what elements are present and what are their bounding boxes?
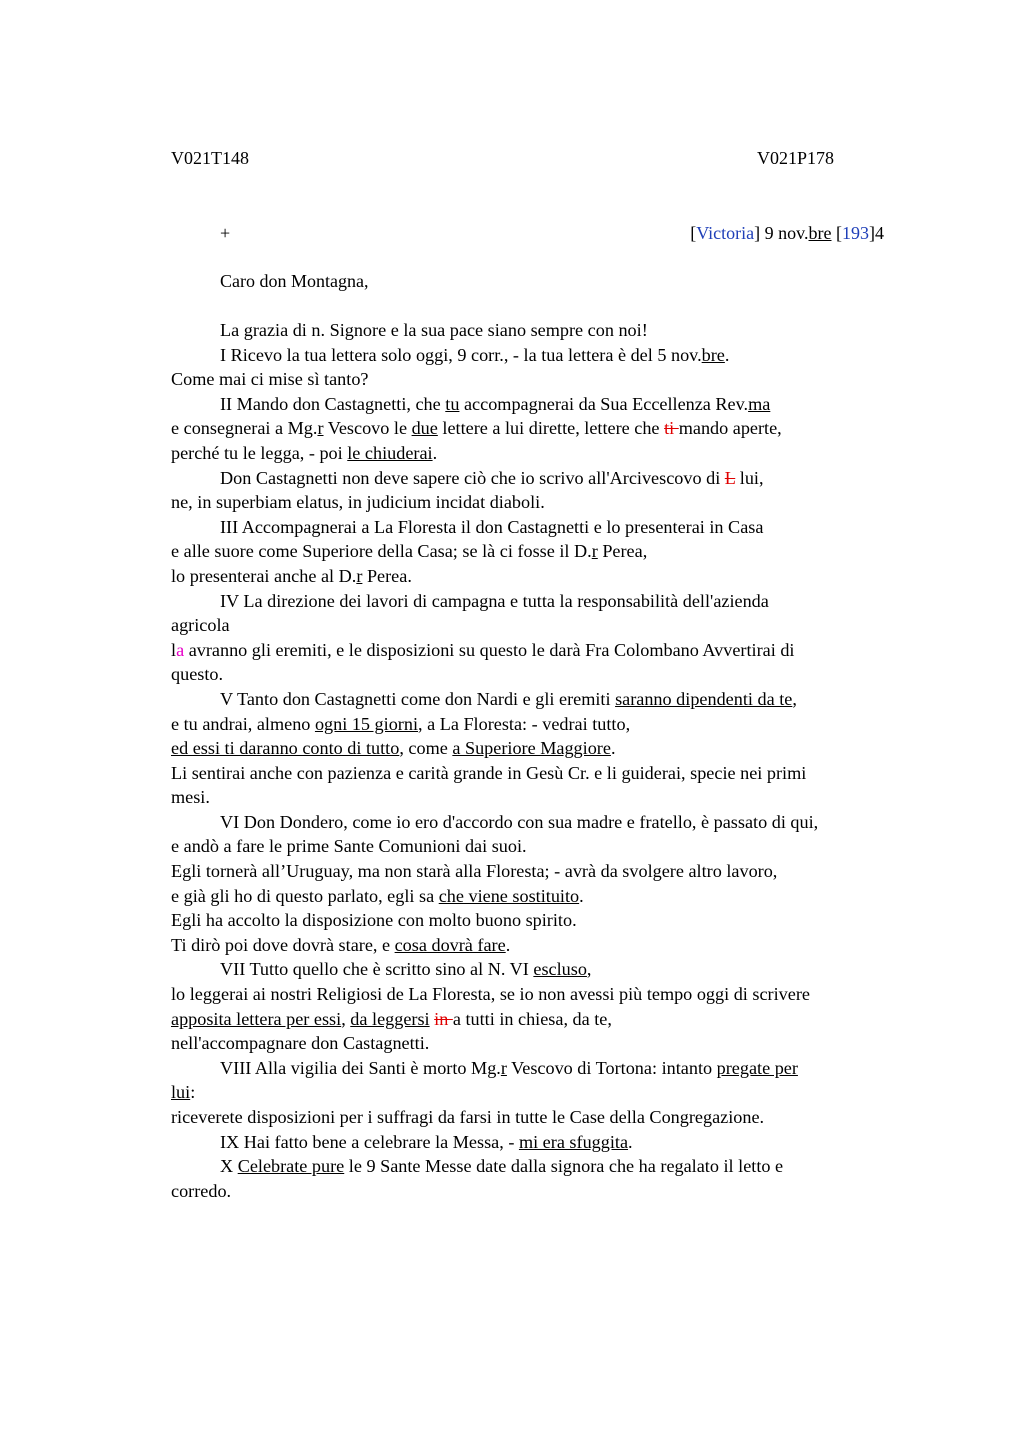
text-line [171,785,911,810]
underlined-text: ed essi ti daranno conto di tutto [171,738,400,759]
text-segment: lo leggerai ai nostri Religiosi de La Floresta, se io non avessi più tempo oggi di scrivere [171,984,810,1005]
struck-text: L [724,467,736,488]
text-line [171,834,911,859]
text-segment: X [220,1156,238,1177]
text-segment: Vescovo le [323,418,412,439]
text-segment: Li sentirai anche con pazienza e carità grande in Gesù Cr. e li guiderai, specie nei primi [171,762,807,783]
underlined-text: a Superiore Maggiore [452,738,611,759]
year-prefix: 193 [842,223,869,243]
text-segment: . [724,344,730,365]
text-line [171,1031,911,1056]
bracket: [ [690,223,697,243]
document-id-right: V021P178 [757,148,835,168]
text-segment: lo presenterai anche al D. [171,565,357,586]
text-line [171,539,911,564]
text-line [171,736,911,761]
text-line [171,392,911,417]
text-line [171,1056,911,1081]
text-segment: perché tu le legga, - poi [171,442,348,463]
text-segment: Egli tornerà all’Uruguay, ma non starà alla Floresta; - avrà da svolgere altro lavoro, [171,861,778,882]
underlined-text: bre [701,344,725,365]
text-segment: , [586,959,592,980]
text-segment: II Mando don Castagnetti, che [220,393,446,414]
year-last-digit: 4 [875,223,884,243]
text-line [171,1080,911,1105]
text-segment: I Ricevo la tua lettera solo oggi, 9 corr., - la tua lettera è del 5 nov. [220,344,702,365]
text-line [171,318,911,343]
text-line [171,416,911,441]
text-segment: l [171,639,177,660]
text-segment: e tu andrai, almeno [171,713,315,734]
struck-text: ti [664,418,679,439]
text-segment: . [579,885,584,906]
underlined-text: cosa dovrà fare [394,934,506,955]
text-line [171,859,911,884]
text-segment: IV La direzione dei lavori di campagna e tutta la responsabilità dell'azienda [220,590,769,611]
underlined-text: ogni 15 giorni [314,713,418,734]
text-segment: riceverete disposizioni per i suffragi da farsi in tutte le Case della Congregazione. [171,1107,765,1127]
text-segment: nell'accompagnare don Castagnetti. [171,1033,430,1054]
text-segment: Ti dirò poi dove dovrà stare, e [171,934,395,955]
underlined-text: ma [748,393,771,414]
underlined-text: Celebrate pure [237,1156,345,1177]
letter-body [171,318,911,1203]
underlined-text: da leggersi [350,1008,430,1029]
bracket: [ [836,223,842,243]
text-line [171,367,911,392]
text-segment: e alle suore come Superiore della Casa; se là ci fosse il D. [171,541,592,562]
text-segment: corredo. [171,1180,232,1201]
text-segment: questo. [171,664,224,685]
cross-symbol: + [220,223,231,243]
date-day: 9 nov. [760,223,809,243]
document-id-left: V021T148 [171,148,249,168]
text-line [171,761,911,786]
underlined-text: lui [171,1082,191,1103]
text-segment: e già gli ho di questo parlato, egli sa [171,885,439,906]
text-line [171,712,911,737]
text-segment: VIII Alla vigilia dei Santi è morto Mg. [220,1057,501,1078]
date-month-suffix: bre [808,223,832,243]
text-segment: Egli ha accolto la disposizione con molto buono spirito. [171,910,577,931]
text-segment: mesi. [171,787,210,808]
text-segment: mando aperte, [678,418,782,439]
text-segment: . [505,934,511,955]
underlined-text: le chiuderai [347,442,433,463]
text-segment: e consegnerai a Mg. [171,418,318,439]
text-segment: . [432,442,438,463]
underlined-text: r [591,541,598,562]
place-name: Victoria [696,223,755,243]
underlined-text: r [356,565,363,586]
text-line [171,810,911,835]
text-line [171,1179,911,1204]
text-segment: a tutti in chiesa, da te, [452,1008,612,1029]
text-line [171,441,911,466]
text-segment: : [190,1082,196,1103]
text-segment: Perea. [362,565,412,586]
struck-text: in [434,1008,453,1029]
text-line [171,515,911,540]
text-segment: a [176,639,185,660]
text-segment: Perea, [597,541,648,562]
text-line [171,589,911,614]
text-segment: . [628,1131,633,1152]
text-segment: ne, in superbiam elatus, in judicium incidat diaboli. [171,492,545,513]
text-segment: V Tanto don Castagnetti come don Nardi e gli eremiti [220,688,616,709]
text-segment: accompagnerai da Sua Eccellenza Rev. [459,393,749,414]
text-line [171,908,911,933]
underlined-text: r [500,1057,507,1078]
text-line [171,957,911,982]
text-line [171,613,911,638]
underlined-text: r [317,418,324,439]
text-segment: . [610,738,616,759]
underlined-text: escluso [533,959,587,980]
underlined-text: che viene sostituito [438,885,580,906]
greeting: Caro don Montagna, [220,271,369,291]
text-line [171,884,911,909]
text-line [171,1007,911,1032]
text-line [171,687,911,712]
text-segment: VI Don Dondero, come io ero d'accordo con sua madre e fratello, è passato di qui, [220,811,819,832]
underlined-text: mi era sfuggita [518,1131,629,1152]
text-segment: avranno gli eremiti, e le disposizioni su questo le darà Fra Colombano Avvertirai di [184,639,795,660]
text-segment: Vescovo di Tortona: intanto [506,1057,717,1078]
text-line [171,662,911,687]
text-line [171,1154,911,1179]
text-segment: , come [399,738,453,759]
text-line [171,490,911,515]
text-segment: , [341,1008,351,1029]
text-segment: IX Hai fatto bene a celebrare la Messa, - [220,1131,519,1152]
underlined-text: apposita lettera per essi [171,1008,342,1029]
underlined-text: tu [445,393,460,414]
underlined-text: due [411,418,438,439]
text-line [171,982,911,1007]
text-segment: , [792,688,797,709]
text-segment: lettere a lui dirette, lettere che [437,418,665,439]
text-segment: , a La Floresta: - vedrai tutto, [418,713,631,734]
text-segment: La grazia di n. Signore e la sua pace siano sempre con noi! [220,320,648,340]
text-line [171,466,911,491]
text-segment: VII Tutto quello che è scritto sino al N. VI [220,959,534,980]
underlined-text: saranno dipendenti da te [615,688,793,709]
bracket: ] [754,223,761,243]
text-segment: agricola [171,615,230,636]
text-segment: III Accompagnerai a La Floresta il don Castagnetti e lo presenterai in Casa [220,516,764,537]
text-line [171,933,911,958]
text-segment: e andò a fare le prime Sante Comunioni dai suoi. [171,836,527,857]
text-line [171,1130,911,1155]
underlined-text: pregate per [716,1057,798,1078]
text-segment: le 9 Sante Messe date dalla signora che ha regalato il letto e [344,1156,784,1177]
bracket: ] [869,223,875,243]
text-line [171,638,911,663]
text-line [171,1105,911,1130]
text-segment: Come mai ci mise sì tanto? [171,369,369,390]
text-line [171,343,911,368]
dateline [690,222,884,244]
text-segment: Don Castagnetti non deve sapere ciò che io scrivo all'Arcivescovo di [220,467,725,488]
text-segment: lui, [735,467,764,488]
text-line [171,564,911,589]
